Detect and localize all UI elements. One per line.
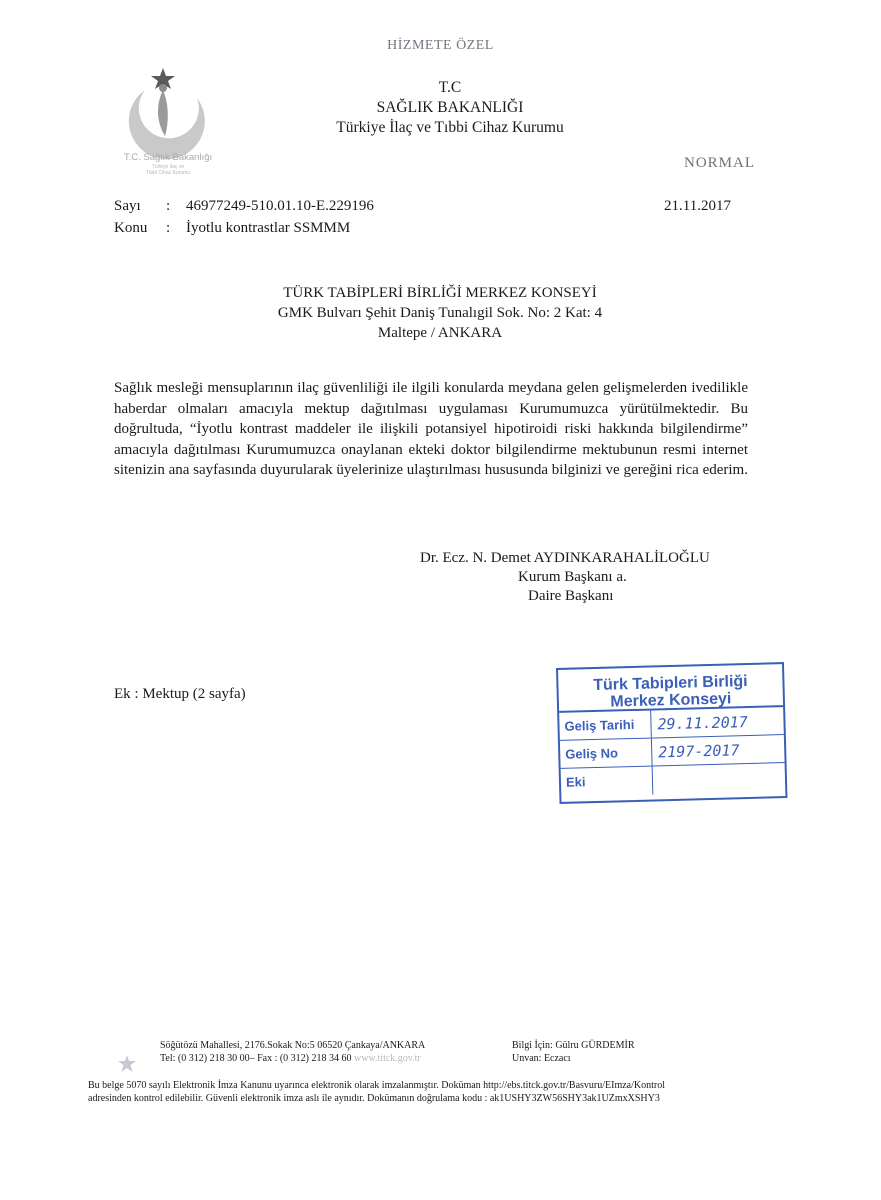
stamp-date-value: 29.11.2017	[657, 713, 749, 734]
footer-contact	[512, 1040, 635, 1065]
konu-label: Konu	[114, 220, 148, 236]
signature-block	[420, 549, 790, 606]
logo-subcaption-1: Türkiye İlaç ve	[151, 164, 185, 170]
footer-legal-notice	[88, 1080, 788, 1105]
sayi-value: 46977249-510.01.10-E.229196	[186, 198, 374, 214]
letter-body: Sağlık mesleği mensuplarının ilaç güvenliliği ile ilgili konularda meydana gelen gelişmelerden ivedilikle haberdar olmaları amacıyla mektup dağıtılması uygulaması Kurumumuzca yürütülmektedir. Bu doğrultuda, “İyotlu kontrast maddeler ile ilişkili potansiyel hipotiroidi riski hakkında bilgilendirme” amacıyla dağıtılması Kurumumuzca onaylanan ekteki doktor bilgilendirme mektubunun resmi internet sitenizin ana sayfasında duyurularak üyelerinize ulaştırılması hususunda bilginizi ve gereğini rica ederim.	[114, 380, 748, 478]
footer-phone-fax: Tel: (0 312) 218 30 00– Fax : (0 312) 218 34 60	[160, 1052, 352, 1064]
logo-subcaption-2: Tıbbi Cihaz Kurumu	[145, 170, 191, 176]
stamp-date-label: Geliş Tarihi	[559, 711, 652, 740]
receipt-stamp	[556, 662, 787, 804]
footer-address-line-1: Söğütözü Mahallesi, 2176.Sokak No:5 06520 Çankaya/ANKARA	[160, 1040, 426, 1051]
stamp-row-attachment	[561, 763, 786, 797]
ministry-logo	[105, 62, 235, 182]
recipient-city: Maltepe / ANKARA	[377, 325, 503, 341]
stamp-title-line-2: Merkez Konseyi	[610, 690, 732, 711]
stamp-number-label: Geliş No	[560, 739, 653, 768]
footer-address	[160, 1040, 425, 1065]
attachment-note: Ek : Mektup (2 sayfa)	[114, 686, 246, 702]
stamp-attachment-label: Eki	[561, 767, 654, 797]
footer-legal-line-2: adresinden kontrol edilebilir. Güvenli elektronik imza aslı ile aynıdır. Dokümanın doğrulama kodu : ak1USHY3ZW56SHY3ak1UZmxXSHY3	[88, 1092, 660, 1104]
signatory-name: Dr. Ecz. N. Demet AYDINKARAHALİLOĞLU	[420, 550, 710, 566]
stamp-attachment-value	[653, 763, 786, 794]
sayi-label: Sayı	[114, 198, 141, 214]
institution-header	[250, 78, 650, 138]
konu-row	[114, 220, 350, 237]
stamp-title	[558, 664, 783, 713]
sayi-row	[114, 198, 374, 215]
header-line-agency: Türkiye İlaç ve Tıbbi Cihaz Kurumu	[336, 119, 564, 136]
urgency-label: NORMAL	[684, 155, 756, 171]
classification-label: HİZMETE ÖZEL	[387, 38, 494, 53]
recipient-block	[180, 283, 700, 343]
stamp-number-value: 2197-2017	[658, 741, 740, 762]
footer-website[interactable]: www.titck.gov.tr	[354, 1052, 421, 1064]
header-line-ministry: SAĞLIK BAKANLIĞI	[376, 99, 524, 116]
footer-contact-person: Bilgi İçin: Gülru GÜRDEMİR	[512, 1040, 635, 1051]
konu-separator: :	[166, 220, 171, 236]
footer-star-icon	[118, 1055, 136, 1073]
signatory-title-1: Kurum Başkanı a.	[518, 569, 627, 585]
footer-legal-line-1: Bu belge 5070 sayılı Elektronik İmza Kanunu uyarınca elektronik olarak imzalanmıştır. Doküman http://ebs.titck.gov.tr/Basvuru/EImza/Kontrol	[88, 1080, 665, 1091]
recipient-address: GMK Bulvarı Şehit Daniş Tunalıgil Sok. No: 2 Kat: 4	[277, 305, 603, 321]
header-line-tc: T.C	[438, 79, 462, 96]
footer-contact-title: Unvan: Eczacı	[512, 1052, 571, 1064]
stamp-title-line-1: Türk Tabipleri Birliği	[593, 672, 748, 695]
sayi-separator: :	[166, 198, 171, 214]
document-date: 21.11.2017	[664, 198, 731, 214]
footer-address-line-2	[160, 1053, 425, 1066]
recipient-name: TÜRK TABİPLERİ BİRLİĞİ MERKEZ KONSEYİ	[283, 285, 597, 301]
konu-value: İyotlu kontrastlar SSMMM	[186, 220, 351, 236]
signatory-title-2: Daire Başkanı	[528, 588, 614, 604]
logo-caption: T.C. Sağlık Bakanlığı	[123, 152, 213, 163]
